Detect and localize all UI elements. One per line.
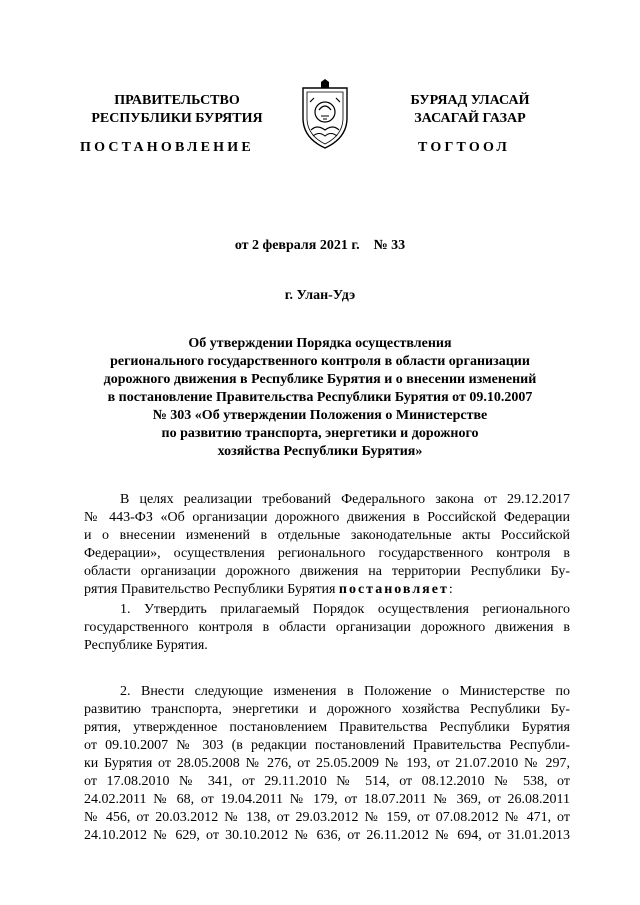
title-line: Об утверждении Порядка осуществления: [188, 336, 452, 351]
title-line: хозяйства Республики Бурятия»: [217, 444, 423, 459]
title-line: регионального государственного контроля в области организации: [110, 354, 530, 369]
title-line: № 303 «Об утверждении Положения о Министерстве: [152, 408, 488, 423]
document-title: [70, 335, 570, 461]
issuer-line: ЗАСАГАЙ ГАЗАР: [414, 111, 526, 126]
paragraph-line: области организации дорожного движения на территории Республики Бу-: [84, 564, 570, 579]
issuer-name-russian: [62, 92, 292, 128]
paragraph-line: 1. Утвердить прилагаемый Порядок осуществления регионального: [120, 602, 570, 617]
paragraph-line: 2. Внести следующие изменения в Положение о Министерстве по: [120, 684, 570, 699]
paragraph-punctuation: :: [448, 582, 453, 597]
coat-of-arms-icon: [299, 78, 351, 150]
paragraph-line: № 443-ФЗ «Об организации дорожного движения в Российской Федерации: [84, 510, 570, 525]
paragraph-line: Республике Бурятия.: [84, 638, 208, 653]
paragraph-text: рятия Правительство Республики Бурятия: [84, 582, 336, 597]
paragraph-line: 24.10.2012 № 629, от 30.10.2012 № 636, от 26.11.2012 № 694, от 31.01.2013: [84, 828, 570, 843]
preamble-paragraph: [84, 491, 570, 599]
doc-type-russian: ПОСТАНОВЛЕНИЕ: [80, 140, 254, 155]
paragraph-line: государственного контроля в области организации дорожного движения в: [84, 620, 570, 635]
title-line: в постановление Правительства Республики Бурятия от 09.10.2007: [107, 390, 533, 405]
paragraph-line: от 17.08.2010 № 341, от 29.11.2010 № 514, от 08.12.2010 № 538, от: [84, 774, 570, 789]
issuer-line: РЕСПУБЛИКИ БУРЯТИЯ: [91, 111, 263, 126]
paragraph-line: № 456, от 20.03.2012 № 138, от 29.03.2012 № 159, от 07.08.2012 № 471, от: [84, 810, 570, 825]
paragraph-line: [84, 581, 570, 599]
doc-type-buryat: ТОГТООЛ: [418, 140, 511, 155]
paragraph-line: и о внесении изменений в отдельные законодательные акты Российской: [84, 528, 570, 543]
issuer-name-buryat: [365, 92, 575, 128]
item-1-paragraph: [84, 601, 570, 655]
resolves-word: постановляет: [338, 582, 449, 597]
paragraph-line: ки Бурятия от 28.05.2008 № 276, от 25.05.2009 № 193, от 21.07.2010 № 297,: [84, 756, 570, 771]
date-and-number: от 2 февраля 2021 г. № 33: [234, 238, 406, 253]
issuer-line: ПРАВИТЕЛЬСТВО: [114, 93, 240, 108]
item-2-paragraph: [84, 683, 570, 845]
paragraph-line: В целях реализации требований Федерального закона от 29.12.2017: [120, 492, 570, 507]
paragraph-line: развитию транспорта, энергетики и дорожного хозяйства Республики Бу-: [84, 702, 570, 717]
paragraph-line: 24.02.2011 № 68, от 19.04.2011 № 179, от 18.07.2011 № 369, от 26.08.2011: [84, 792, 570, 807]
paragraph-line: Федерации», осуществления регионального государственного контроля в: [84, 546, 570, 561]
issuer-line: БУРЯАД УЛАСАЙ: [410, 93, 530, 108]
paragraph-line: рятия, утвержденное постановлением Правительства Республики Бурятия: [84, 720, 570, 735]
title-line: дорожного движения в Республике Бурятия и о внесении изменений: [103, 372, 537, 387]
city-name: г. Улан-Удэ: [284, 288, 356, 303]
paragraph-line: от 09.10.2007 № 303 (в редакции постановлений Правительства Республи-: [84, 738, 570, 753]
title-line: по развитию транспорта, энергетики и дорожного: [161, 426, 479, 441]
